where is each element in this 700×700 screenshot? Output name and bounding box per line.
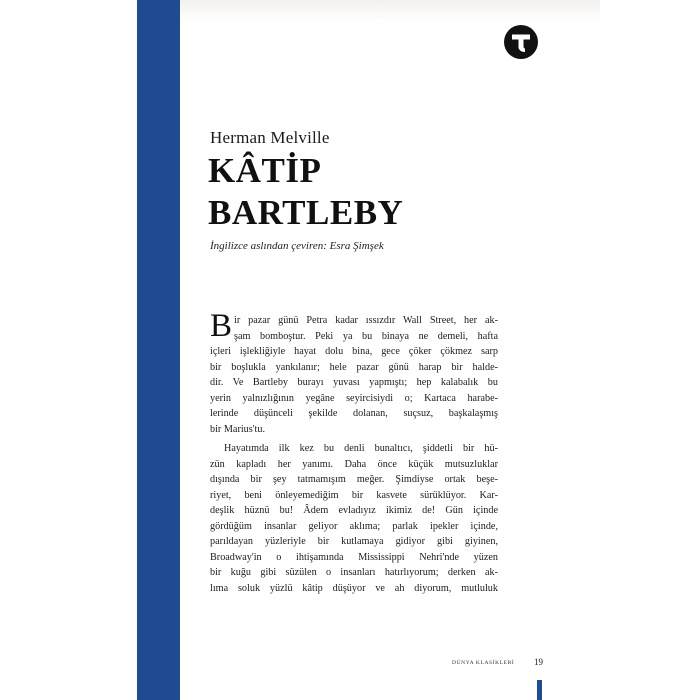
text-line: Broadway'in o ihtişamında Mississippi Nehri'nde yüzen — [210, 551, 498, 563]
text-line: dışında bir şey tatmamışım meğer. Şimdiyse ortak beşe- — [210, 474, 498, 485]
text-line: ir pazar günü Petra kadar ıssızdır Wall Street, her ak- — [234, 315, 498, 326]
author-name: Herman Melville — [210, 128, 330, 147]
top-page-shadow — [180, 0, 600, 22]
text-line: dir. Ve Bartleby burayı yuvası yapmıştı; hep kalabalık bu — [210, 377, 498, 388]
blue-spine-band — [137, 0, 180, 700]
text-line: zün kapladı her yanımı. Daha önce küçük mutsuzluklar — [210, 458, 498, 470]
text-line: şam bomboştur. Peki ya bu binaya ne demeli, hafta — [234, 330, 498, 342]
translator-credit: İngilizce aslından çeviren: Esra Şimşek — [210, 240, 384, 252]
series-label: DÜNYA KLASİKLERİ — [452, 660, 515, 666]
text-line: Hayatımda ilk kez bu denli bunaltıcı, şiddetli bir hü- — [224, 443, 498, 454]
text-line: lerinde düşünceli şekilde dolanan, suçsuz, başkalaşmış — [210, 408, 498, 419]
paragraph-2 — [210, 441, 498, 596]
text-line: parıldayan yüzleriyle bir kutlamaya gidiyor gibi giyinen, — [210, 536, 498, 547]
text-line: gördüğüm insanlar geliyor aklıma; parlak ipekler içinde, — [210, 520, 498, 532]
body-text — [210, 308, 498, 596]
drop-cap: B — [210, 308, 233, 344]
text-line: bir Marius'tu. — [210, 423, 266, 435]
text-line: riyet, beni önleyemediğim bir kasvete sürüklüyor. Kar- — [210, 489, 498, 501]
text-line: yerin yalnızlığının yegâne seyircisiydi o; Kartaca harabe- — [210, 392, 498, 404]
title-line-2: BARTLEBY — [208, 193, 404, 232]
book-title — [208, 150, 403, 234]
paragraph-1 — [210, 308, 498, 437]
text-line: deşlik hüznü bu! Âdem evladıyız ikimiz de! Gün içinde — [210, 505, 498, 516]
text-line: içleri işlekliğiyle hayat dolu bina, gece çöker çökmez sarp — [210, 346, 498, 357]
publisher-t-logo-icon — [503, 24, 539, 60]
page-number: 19 — [534, 657, 543, 667]
title-line-1: KÂTİP — [208, 151, 322, 190]
text-line: bir boşlukla yankılanır; hele pazar günü harap bir halde- — [210, 361, 498, 373]
page-edge-marker — [537, 680, 542, 700]
text-line: lıma soluk yüzlü kâtip düşüyor ve ah diyorum, mutluluk — [210, 582, 498, 594]
text-line: bir kuğu gibi süzülen o insanları hatırlıyorum; derken ak- — [210, 567, 498, 578]
